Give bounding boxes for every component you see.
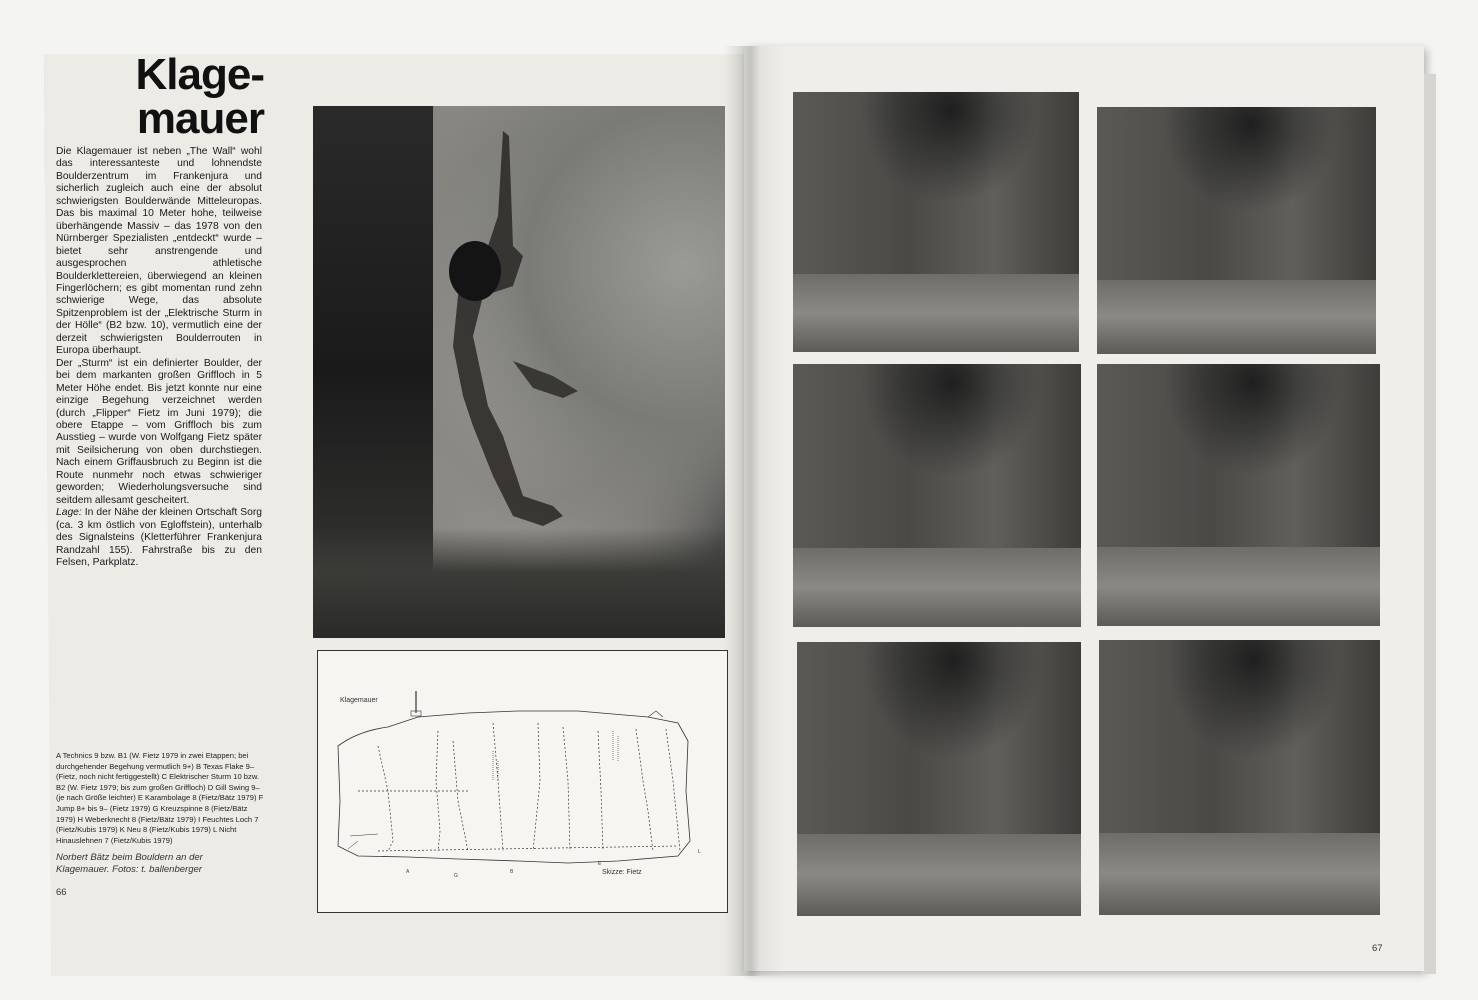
sequence-photo-2 (1097, 107, 1376, 354)
photo-ground (793, 548, 1081, 627)
title-line-1: Klage- (135, 50, 264, 99)
photo-rock (793, 364, 1081, 548)
page-edge (1424, 74, 1436, 974)
topo-sketch (318, 651, 727, 912)
diagram-signature: Skizze: Fietz (602, 869, 642, 876)
body-paragraph-2: Der „Sturm“ ist ein definierter Boulder, der bei dem markanten großen Griffloch in 5 Meter Höhe endet. Bis jetzt konnte nur eine einzige Begehung verzeichnet werden (durch „Flipper“ Fietz im Juni 1979); die obere Etappe – vom Griffloch bis zum Ausstieg – wurde von Wolfgang Fietz später mit Seilsicherung von oben durchstiegen. Nach einem Griffausbruch zu Beginn ist die Route nunmehr noch etwas schwieriger geworden; Wiederholungsversuche sind seitdem allesamt gescheitert. (56, 357, 262, 506)
page-number-right: 67 (1372, 943, 1383, 954)
photo-ground (1097, 547, 1380, 626)
sequence-photo-4 (1097, 364, 1380, 626)
sequence-photo-1 (793, 92, 1079, 352)
sequence-photo-3 (793, 364, 1081, 627)
sequence-photo-6 (1099, 640, 1380, 915)
sequence-photo-5 (797, 642, 1081, 916)
photo-rock (797, 642, 1081, 834)
route-label-b: B (510, 869, 514, 875)
photo-ground (797, 834, 1081, 916)
photo-ground (1097, 280, 1376, 354)
route-label-a: A (406, 869, 410, 875)
lage-text: In der Nähe der kleinen Ortschaft Sorg (ca. 3 km östlich von Egloffstein), unterhalb des Signalsteins (Kletterführer Frankenjura Randzahl 155). Fahrstraße bis zu den Felsen, Parkplatz. (56, 507, 262, 568)
photo-rock (1099, 640, 1380, 833)
photo-ground (793, 274, 1079, 352)
diagram-title: Klagemauer (340, 697, 378, 704)
route-label-l: L (698, 849, 701, 855)
route-topo-diagram (317, 650, 728, 913)
route-label-e: E (598, 861, 602, 867)
article-title (104, 50, 264, 143)
photo-ground (313, 528, 725, 638)
photo-rock (1097, 107, 1376, 280)
photo-ground (1099, 833, 1380, 916)
body-paragraph-1: Die Klagemauer ist neben „The Wall“ wohl das interessanteste und lohnendste Boulderzentrum im Frankenjura und sicherlich zugleich auch eine der absolut schwierigsten Boulderwände Mitteleuropas. Das bis maximal 10 Meter hohe, teilweise überhängende Massiv – das 1978 von den Nürnberger Spezialisten „entdeckt“ wurde – bietet sehr anstrengende und ausgesprochen athletische Boulderklettereien, überwiegend an kleinen Fingerlöchern; es gibt momentan rund zehn schwierige Wege, das absolute Spitzenproblem ist der „Elektrische Sturm in der Hölle“ (B2 bzw. 10), vermutlich eine der derzeit schwierigsten Boulderrouten in Europa überhaupt. (56, 146, 262, 357)
page-number-left: 66 (56, 887, 67, 898)
main-climber-photo (313, 106, 725, 638)
photo-rock (793, 92, 1079, 274)
body-paragraph-3 (56, 507, 262, 569)
photo-caption: Norbert Bätz beim Bouldern an der Klagemauer. Fotos: t. ballenberger (56, 852, 203, 875)
lage-label: Lage: (56, 507, 82, 519)
route-label-g: G (454, 873, 458, 879)
route-legend: A Technics 9 bzw. B1 (W. Fietz 1979 in zwei Etappen; bei durchgehender Begehung vermutlich 9+) B Texas Flake 9– (Fietz, noch nicht fertiggestellt) C Elektrischer Sturm 10 bzw. B2 (W. Fietz 1979; bis zum großen Griffloch) D Gill Swing 9– (je nach Größe leichter) E Karambolage 8 (Fietz/Bätz 1979) F Jump 8+ bis 9– (Fietz 1979) G Kreuzspinne 8 (Fietz/Bätz 1979) H Weberknecht 8 (Fietz/Bätz 1979) I Feuchtes Loch 7 (Fietz/Kubis 1979) K Neu 8 (Fietz/Kubis 1979) L Nicht Hinauslehnen 7 (Fietz/Kubis 1979) (56, 751, 264, 845)
article-body (56, 146, 262, 569)
photo-rock (1097, 364, 1380, 547)
title-line-2: mauer (136, 94, 264, 143)
